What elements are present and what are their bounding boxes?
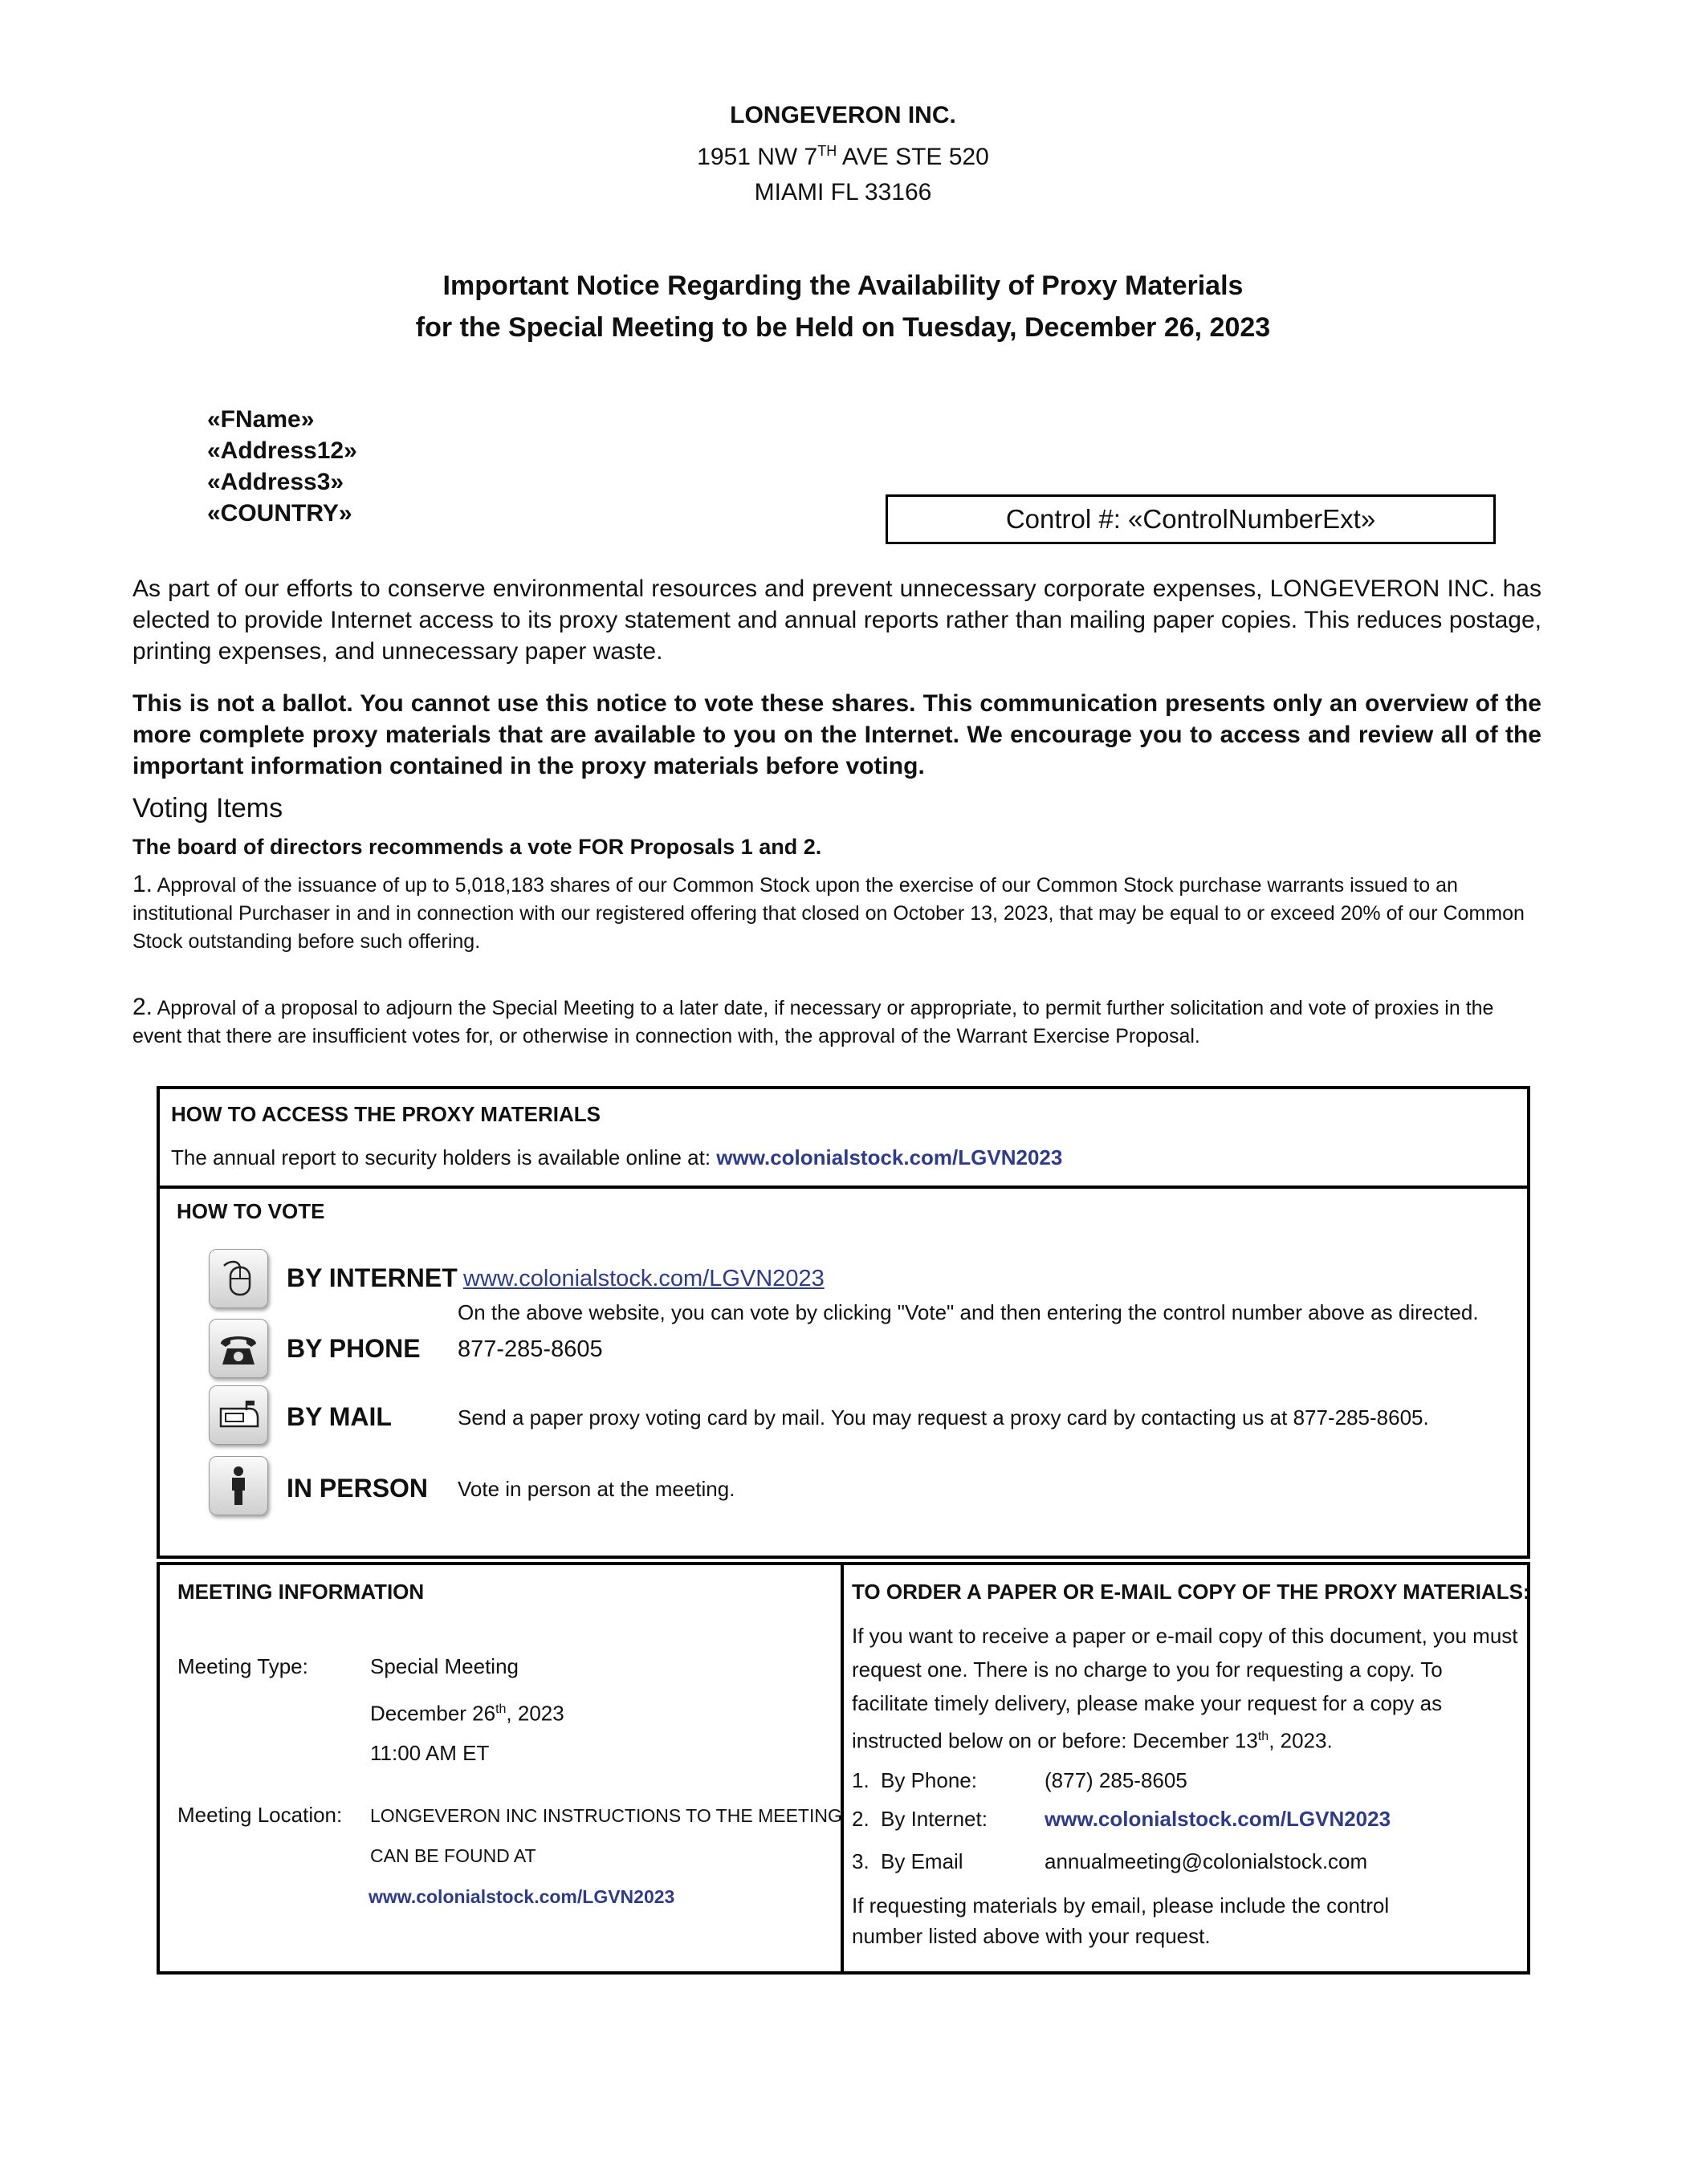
company-address-line2: MIAMI FL 33166 [754, 179, 932, 205]
recipient-address12: «Address12» [207, 437, 357, 464]
voting-item-number: 1. [132, 871, 153, 897]
control-number-box [886, 494, 1496, 544]
board-recommendation: The board of directors recommends a vote FOR Proposals 1 and 2. [132, 835, 822, 859]
notice-title: Important Notice Regarding the Availability of Proxy Materials for the Special Meeting to be Held on Tuesday, December 26, 2023 [415, 270, 1271, 343]
recipient-address3: «Address3» [207, 469, 344, 495]
order-method-internet: 2. By Internet: www.colonialstock.com/LGVN2023 [852, 1804, 1510, 1833]
meeting-location-line2: CAN BE FOUND AT [370, 1845, 536, 1866]
vote-internet-url-link[interactable]: www.colonialstock.com/LGVN2023 [463, 1266, 825, 1291]
company-name: LONGEVERON INC. [730, 102, 956, 128]
access-url-link[interactable]: www.colonialstock.com/LGVN2023 [716, 1145, 1063, 1169]
order-footer-note: If requesting materials by email, please include the control number listed above with your request. [852, 1893, 1390, 1948]
letterhead [0, 98, 1686, 210]
by-internet-label: BY INTERNET [287, 1263, 458, 1292]
meeting-information-section [157, 1562, 844, 1975]
recipient-country: «COUNTRY» [207, 500, 352, 527]
meeting-date: December 26th, 2023 [370, 1701, 564, 1726]
order-email-link[interactable]: annualmeeting@colonialstock.com [1045, 1849, 1368, 1873]
by-mail-label: BY MAIL [287, 1402, 392, 1431]
order-method-email: 3. By Email annualmeeting@colonialstock.com [852, 1847, 1510, 1876]
voting-item-text: Approval of a proposal to adjourn the Special Meeting to a later date, if necessary or appropriate, to permit further solicitation and vote of proxies in the event that there are insufficient votes for, or otherwise in connection with, the approval of the Warrant Exercise Proposal. [132, 997, 1494, 1047]
vote-in-person-text: Vote in person at the meeting. [458, 1477, 735, 1501]
meeting-type-label: Meeting Type: [177, 1654, 308, 1678]
voting-item-text: Approval of the issuance of up to 5,018,183 shares of our Common Stock upon the exercise of our Common Stock purchase warrants issued to an institutional Purchaser in and in connection with our registered offering that closed on October 13, 2023, that may be equal to or exceed 20% of our Common Stock outstanding before such offering. [132, 874, 1525, 953]
control-number: Control #: «ControlNumberExt» [1005, 504, 1376, 534]
by-phone-label: BY PHONE [287, 1334, 421, 1363]
telephone-icon [209, 1319, 268, 1378]
order-intro: If you want to receive a paper or e-mail copy of this document, you must request one. There is no charge to you for requesting a copy. To facilitate timely delivery, please make your request for a copy as instructed below on or before: December 13th, 2023. [852, 1624, 1518, 1753]
meeting-location-label: Meeting Location: [177, 1803, 343, 1827]
order-heading: TO ORDER A PAPER OR E-MAIL COPY OF THE PROXY MATERIALS: [852, 1580, 1530, 1604]
meeting-type-value: Special Meeting [370, 1654, 519, 1678]
voting-item [132, 993, 1529, 1051]
voting-items-heading: Voting Items [132, 793, 283, 824]
disclaimer-paragraph: This is not a ballot. You cannot use this notice to vote these shares. This communication presents only an overview of the more complete proxy materials that are available to you on the Internet. We encourage you to access and review all of the important information contained in the proxy materials before voting. [132, 690, 1541, 779]
order-internet-url-link[interactable]: www.colonialstock.com/LGVN2023 [1045, 1807, 1391, 1831]
intro-paragraph: As part of our efforts to conserve environmental resources and prevent unnecessary corporate expenses, LONGEVERON INC. has elected to provide Internet access to its proxy statement and annual reports rather than mailing paper copies. This reduces postage, printing expenses, and unnecessary paper waste. [132, 575, 1541, 665]
vote-mail-text: Send a paper proxy voting card by mail. You may request a proxy card by contacting us at 877-285-8605. [458, 1405, 1429, 1430]
recipient-name: «FName» [207, 406, 315, 433]
order-method-phone: 1. By Phone: (877) 285-8605 [852, 1768, 1187, 1792]
meeting-location-url-link[interactable]: www.colonialstock.com/LGVN2023 [369, 1886, 675, 1907]
vote-internet-note: On the above website, you can vote by clicking "Vote" and then entering the control number above as directed. [458, 1300, 1479, 1324]
mailbox-icon [209, 1385, 268, 1445]
voting-item [132, 870, 1529, 956]
voting-item-number: 2. [132, 994, 153, 1020]
access-heading: HOW TO ACCESS THE PROXY MATERIALS [171, 1102, 601, 1126]
meeting-location-line1: LONGEVERON INC INSTRUCTIONS TO THE MEETING [370, 1805, 842, 1826]
how-to-vote-heading: HOW TO VOTE [177, 1199, 325, 1223]
vote-phone-number: 877-285-8605 [458, 1336, 603, 1362]
meeting-time: 11:00 AM ET [370, 1741, 490, 1765]
person-icon [209, 1456, 268, 1515]
mouse-icon [209, 1249, 268, 1308]
meeting-info-heading: MEETING INFORMATION [177, 1580, 425, 1604]
in-person-label: IN PERSON [287, 1474, 429, 1503]
company-address-line1: 1951 NW 7TH AVE STE 520 [697, 143, 989, 170]
recipient-address [207, 404, 357, 529]
access-text: The annual report to security holders is available online at: www.colonialstock.com/LGVN2023 [171, 1145, 1063, 1169]
